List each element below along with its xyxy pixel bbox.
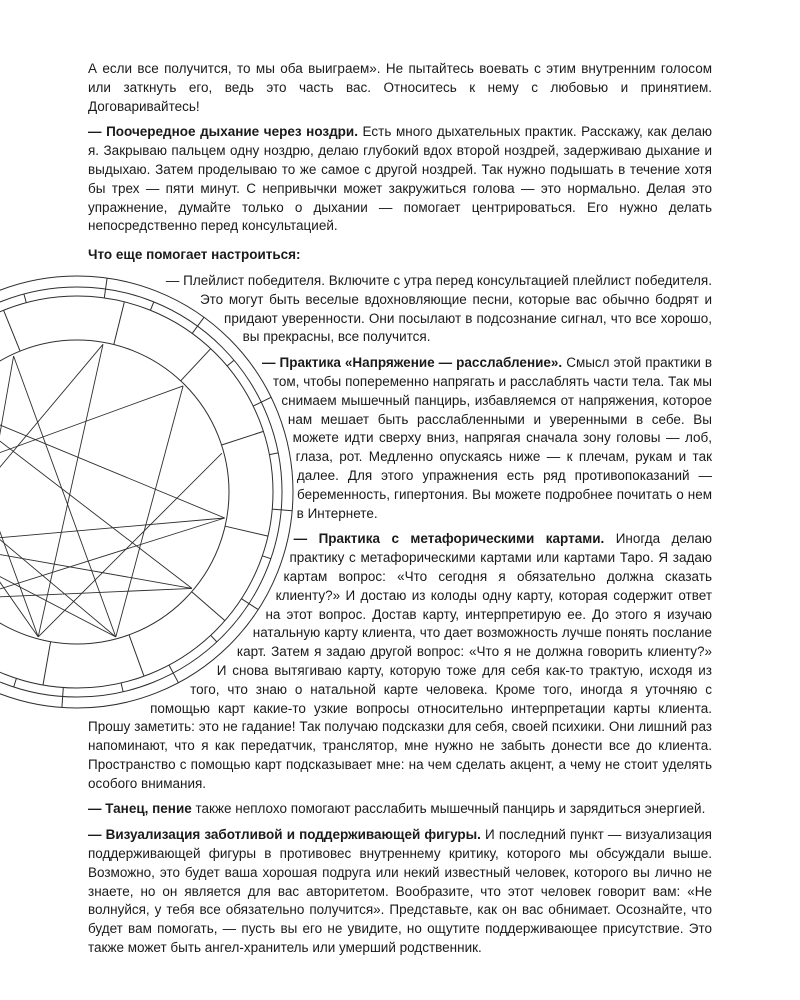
paragraph-breathing: [88, 123, 712, 236]
section-heading: Что еще помогает настроиться:: [88, 247, 301, 263]
visualization-item-body: И последний пункт — визуализация поддерживающей фигуры в противовес внутреннему критику, которого мы обсуждали выше. Возможно, это будет ваша хорошая подруга или некий известный человек, которого вы лично не знаете, но он является для вас авторитетом. Вообразите, что этот человек говорит вам: «Не волнуйся, у тебя все обязательно получится». Представьте, как он вас обнимает. Осознайте, что будет вам помогать, — пусть вы его не увидите, но ощутите поддерживающее присутствие. Это также может быть ангел-хранитель или умерший родственник.: [88, 827, 712, 956]
tension-item-lead: — Практика «Напряжение — расслабление».: [262, 355, 563, 371]
paragraph-visualization: [88, 826, 712, 958]
dance-item-lead: — Танец, пение: [88, 801, 192, 817]
paragraph-playlist: — Плейлист победителя. Включите с утра перед консультацией плейлист победителя. Это могут быть веселые вдохновляющие песни, которые вас обычно бодрят и придают уверенности. Они посылают в подсознание сигнал, что все хорошо, вы прекрасны, все получится.: [165, 272, 712, 345]
breathing-item-lead: — Поочередное дыхание через ноздри.: [88, 124, 358, 140]
paragraph-intro: А если все получится, то мы оба выиграем». Не пытайтесь воевать с этим внутренним голосом или заткнуть его, ведь это часть вас. Относитесь к нему с любовью и принятием. Договаривайтесь!: [88, 61, 712, 114]
tension-item-body: Смысл этой практики в том, чтобы попеременно напрягать и расслаблять части тела. Так мы снимаем мышечный панцирь, избавляемся от напряжения, которое нам мешает быть расслабленными и уверенными в себе. Вы можете идти сверху вниз, напрягая сначала зону головы — лоб, глаза, рот. Медленно опускаясь ниже — к плечам, рукам и так далее. Для этого упражнения есть ряд противопоказаний — беременность, гипертония. Вы можете подробнее почитать о нем в Интернете.: [272, 355, 712, 521]
dance-item-body: также неплохо помогают расслабить мышечный панцирь и зарядиться энергией.: [191, 801, 706, 817]
cards-item-lead: — Практика с метафорическими картами.: [293, 531, 605, 547]
paragraph-dance: [88, 800, 712, 819]
cards-item-body: Иногда делаю практику с метафорическими картами или картами Таро. Я задаю картам вопрос: «Что сегодня я обязательно должна сказать клиенту?» И достаю из колоды одну карту, которая содержит ответ на этот вопрос. Достав карту, интерпретирую ее. До этого я изучаю натальную карту клиента, что дает возможность лучше понять послание карт. Затем я задаю другой вопрос: «Что я не должна говорить клиенту?» И снова вытягиваю карту, которую тоже для себя как-то трактую, исходя из того, что знаю о натальной карте человека. Кроме того, иногда я уточняю с помощью карт какие-то узкие вопросы относительно интерпретации карты клиента. Прошу заметить: это не гадание! Так получаю подсказки для себя, своей психики. Они лишний раз напоминают, что я как передатчик, транслятор, мне нужно не забыть донести все до клиента. Пространство с помощью карт подсказывает мне: на чем сделать акцент, а чему не стоит уделять особого внимания.: [88, 531, 712, 791]
breathing-item-body: Есть много дыхательных практик. Расскажу, как делаю я. Закрываю пальцем одну ноздрю, делаю глубокий вдох второй ноздрей, задерживаю дыхание и выдыхаю. Затем проделываю то же самое с другой ноздрей. Так нужно подышать в течение хотя бы трех — пяти минут. С непривычки может закружиться голова — это нормально. Делая это упражнение, думайте только о дыхании — помогает центрироваться. Его нужно делать непосредственно перед консультацией.: [88, 124, 712, 234]
visualization-item-lead: — Визуализация заботливой и поддерживающей фигуры.: [88, 827, 481, 843]
